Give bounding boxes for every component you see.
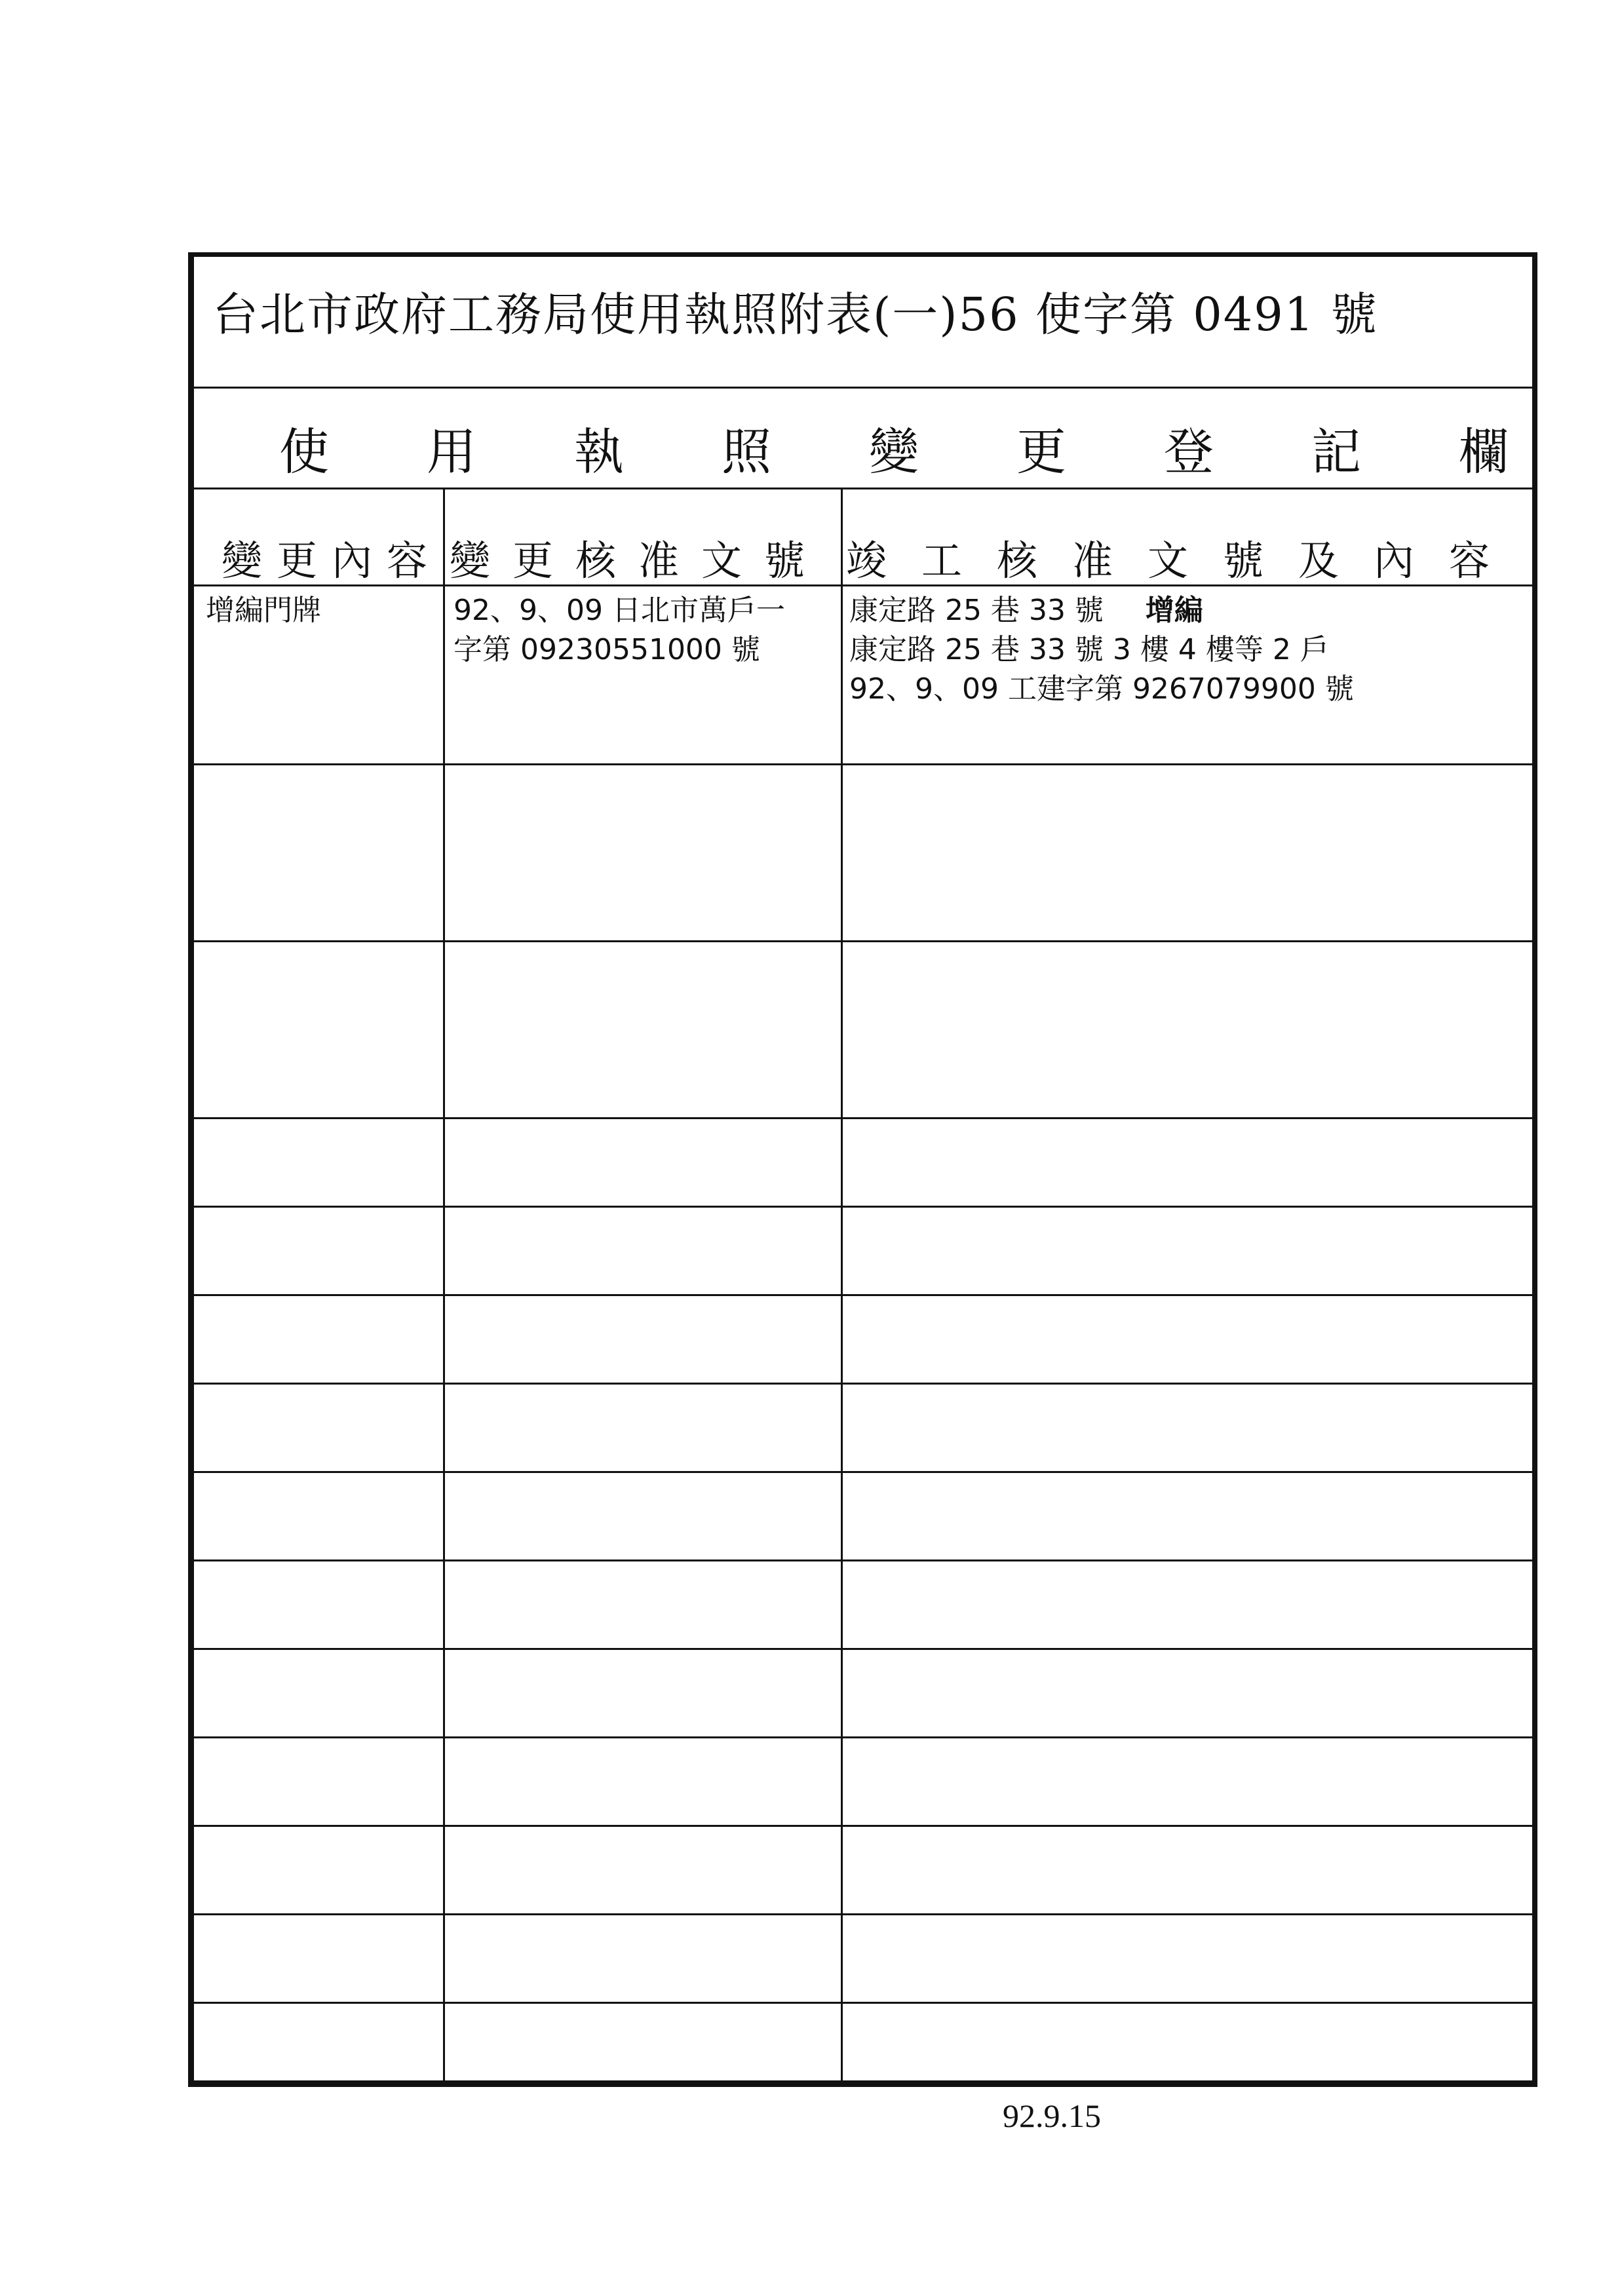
banner-char: 照 [722, 423, 771, 481]
license-appendix-form [188, 252, 1537, 2087]
row-completion-line1 [849, 591, 1203, 630]
table-row-line [194, 1117, 1532, 1119]
row-completion-line2: 康定路 25 巷 33 號 3 樓 4 樓等 2 戶 [849, 633, 1329, 666]
column-header-completion-approval [846, 519, 1541, 582]
header-char: 核 [575, 537, 617, 584]
header-char: 文 [701, 537, 742, 584]
banner-char: 變 [869, 423, 919, 481]
table-row-line [194, 1913, 1532, 1915]
header-char: 准 [638, 537, 680, 584]
divider [194, 488, 1532, 489]
header-char: 內 [1374, 537, 1415, 584]
header-char: 竣 [846, 537, 887, 584]
row-completion-line3: 92、9、09 工建字第 9267079900 號 [849, 672, 1354, 706]
banner-char: 記 [1311, 423, 1361, 481]
header-char: 內 [332, 537, 373, 584]
banner-char: 登 [1164, 423, 1214, 481]
footer-date: 92.9.15 [1003, 2097, 1101, 2134]
header-char: 號 [1223, 537, 1264, 584]
table-row-line [194, 1471, 1532, 1473]
header-char: 文 [1148, 537, 1189, 584]
table-row-line [194, 1559, 1532, 1561]
row-approval-line2: 字第 09230551000 號 [453, 633, 760, 666]
banner-char: 執 [574, 423, 624, 481]
banner-char: 使 [279, 423, 329, 481]
table-row-line [194, 1736, 1532, 1738]
table-row-line [194, 940, 1532, 942]
completion-tag: 增編 [1145, 594, 1203, 627]
row-change-content: 增編門牌 [206, 594, 321, 627]
header-char: 工 [921, 537, 963, 584]
header-char: 容 [387, 537, 428, 584]
completion-address: 康定路 25 巷 33 號 [849, 594, 1104, 627]
banner-char: 欄 [1459, 423, 1509, 481]
header-char: 及 [1298, 537, 1340, 584]
column-header-change-content [194, 519, 443, 582]
form-title: 台北市政府工務局使用執照附表(一)56 使字第 0491 號 [212, 288, 1378, 341]
table-column-line [443, 488, 445, 2080]
table-row-line [194, 2002, 1532, 2004]
table-row-line [194, 1383, 1532, 1385]
header-char: 更 [277, 537, 318, 584]
column-header-approval-number [450, 519, 843, 582]
row-approval-line1: 92、9、09 日北市萬戶一 [453, 594, 785, 627]
header-char: 變 [450, 537, 491, 584]
header-char: 更 [512, 537, 554, 584]
header-char: 准 [1072, 537, 1113, 584]
table-row-line [194, 1648, 1532, 1650]
table-row-line [194, 584, 1532, 586]
table-row-line [194, 763, 1532, 765]
header-char: 容 [1449, 537, 1490, 584]
table-row-line [194, 1294, 1532, 1296]
registration-banner [194, 388, 1532, 486]
header-char: 變 [222, 537, 263, 584]
table-row-line [194, 1825, 1532, 1827]
table-row-line [194, 1206, 1532, 1208]
banner-char: 用 [427, 423, 476, 481]
header-char: 號 [764, 537, 805, 584]
banner-char: 更 [1016, 423, 1066, 481]
header-char: 核 [997, 537, 1038, 584]
table-column-line [841, 488, 843, 2080]
